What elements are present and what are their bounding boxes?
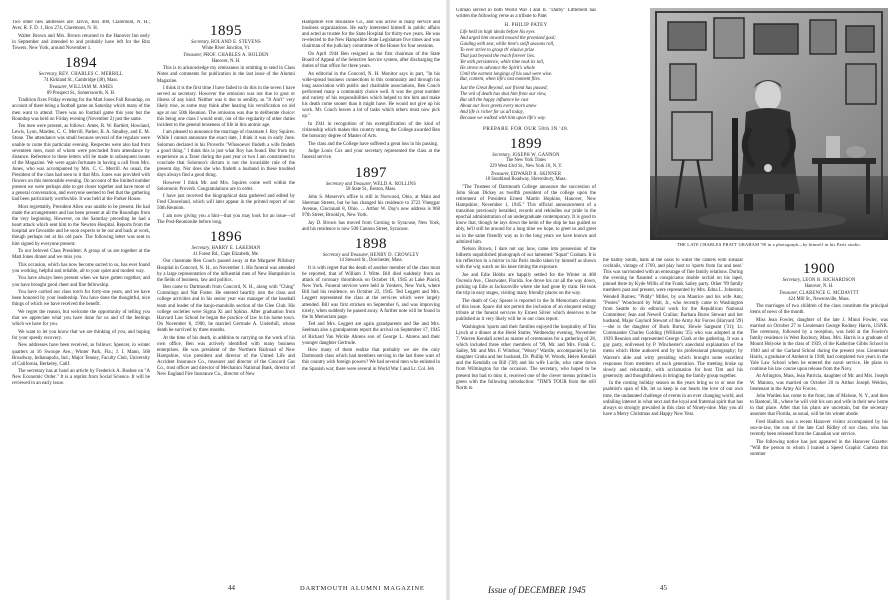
role-label: Secretary, [782, 278, 802, 283]
paragraph: John S. Meserve's office is still in Norwood, Ohio, at Main and Sherman Streets, but he has changed his residence to 3723 Vineggar Avenue, Cincinnati 8, Ohio. ... Arthur W. Day's new address is 968 97th Street, Brooklyn, New York. [302, 194, 440, 219]
paragraph: At Arlington, Mass, Jean Patricia, daughter of Mr. and Mrs. Joseph W. Manion, was married on October 20 to Arthur Joseph Weldon, lieutenant in the Army Air Forces. [750, 374, 888, 392]
role-label: Secretary, [191, 246, 211, 252]
poem-line: The veil of death has shut him from our view, [460, 92, 547, 98]
class-year-heading: 1900 [803, 261, 835, 277]
paragraph: On April 1944 Ben resigned as the first chairman of the State Board of Appeal of the Selective Service system, after discharging the duties of that office for three years. [302, 51, 440, 70]
paragraph: I think it is the first time I have failed to do this in the seven I have served as secretary. However the omission was not due to gout or illness of any kind. Neither was it due to senility, as "It Ain't" very likely true, as some may think after hearing his versification on old age at our 50th Reunion. The omission was due to deliberate choice: this being one class I would omit, out of the regularity of other duties incident to the general tenseness of life in this atomic age. [157, 86, 295, 128]
paragraph: Joe and Edie Hobbs are happily settled for the Winter at 468 Osceola Ave., Clearwater, Florida. Joe drove his car all the way down, picking up Edie at Jacksonville where she had gone by train. He took the trip in easy stages, visiting many friendly places on the way. [456, 273, 596, 297]
role-label: Treasurer, [183, 53, 203, 59]
paragraph: An editorial in the Concord, N. H. Monitor says in part, "In his wide-spread business connections in this community and through his long association with public and charitable associations, Ben Couch performed many a community choice well. It was the great number and variety of his responsibilities which helped to tire him and make his death come sooner than it might have. He would not give up his work. Mr. Couch leaves a lot of tasks which others must now pick up." [302, 71, 440, 120]
secretary-address: 58 State St., Boston, Mass. [345, 187, 397, 193]
left-column-1 [12, 20, 150, 585]
role-label: Secretary, [38, 71, 58, 77]
secretary-name: JOSEPH W. GANNON [512, 152, 560, 158]
secretary-name: HARRY E. LAKEMAN [211, 246, 261, 252]
poem-line: Life held its high ideals before his eyes [460, 30, 535, 36]
paragraph: The secretary has at hand an article by Frederick A. Bushee on "A New Economic Order." It is a reprint from Social Science. It will be reviewed in an early issue. [12, 369, 150, 387]
secretary-name: WELD A. ROLLINS [373, 181, 417, 187]
right-column-2 [603, 258, 743, 563]
magazine-title: DARTMOUTH ALUMNI MAGAZINE [300, 585, 425, 592]
role-label: Secretary and Treasurer, [322, 252, 369, 258]
class-year-heading: 1899 [510, 135, 542, 152]
tribute-poem [460, 30, 596, 122]
paragraph: In the coming holiday season as the years bring us to or near the psalmist's span of life, let us keep in our hearts the love of our own time, the undaunted challenge of events in an ever changing world, and unfailing interest in what next and the loyal and fraternal spirit that has always so strongly prevailed in this class of Ninety-nine. May you all have a Merry Christmas and Happy New Year. [603, 381, 743, 417]
paragraph: Judge Louis Cox and your secretary represented the class at the funeral service. [302, 149, 440, 161]
paragraph: Ted and Mrs. Leggett are again grandparents and Ike and Mrs. Seelman also a grandparents report the arrival on September 17, 1945 of Richard Van Wickle Ahrens son of George L. Ahrens and their younger daughter Gertrude. [302, 322, 440, 346]
paragraph: This is to acknowledge my remissness in omitting to send in Class Notes and comments for publication in the last issue of the Alumni Magazine. [157, 66, 295, 84]
paragraph: "The Trustees of Dartmouth College announce the succession of John Sloan Dickey as twelfth president of the college upon the retirement of President Ernest Martin Hopkins, Hanover, New Hampshire, November 1, 1945." This official announcement of a transition previously heralded, records and rekindles our pride in the epochal administration of an undergraduate contemporary. It is good to know that, though he lays down the helm of the ship he has guided so ably, he'll still be around for a long time we hope, to greet us and greet us in the same friendly way as in the long years we have known and admired him. [456, 184, 596, 245]
class-year-heading: 1898 [355, 235, 387, 252]
role-label: Secretary and Treasurer, [325, 181, 372, 187]
poem-line: About our lives greets every morn anew [460, 104, 537, 110]
secretary-name: HENRY D. CROWLEY [370, 252, 420, 258]
left-column-3 [302, 20, 440, 585]
class-year-heading: 1896 [210, 229, 242, 246]
poem-line: And life is richer for us all today, [460, 109, 524, 115]
paragraph: the balmy South, halts at the oasis to water the camels with Eleazar cocktails, vintage of 1769, and play host to 'sports from far and near.' This was surrounded with an entourage of fine family relations. During the evening he flaunted a conspicuous double orchid on his lapel, pinned there by Kyde Willis of the Frank Sailey party. Other '99 family members past and present, were represented by Mrs. Edna L. Johnston; Wendell Barnes; "Piddy" Miller, by son Maurice and his wife Ann; "Posteo" Woodward by Walt, Jr., who recently came to Washington from Seattle to do editorial work for the Republican National Committee; Jean and Newell Crallan; Barbara Burns Stewart and her husband, Major Gaylord Stewart of the Army Air Forces (Harvard '29)—she is the daughter of Buck Burns; Howie Sargeant ('31); Lt. Commander Charles Golding (Williams '25) who was adopted at the 1939 Reunion and represented George Clark at the gathering. It was a gay party, enlivened by P. Winchester's anecdotal explanation of the menu which Hobe authored and by his professional photography; by Warren's able and witty presiding which brought some excellent responses from members of each generation. The meeting broke up slowly and reluctantly, with acclamation for host Tim and his generosity and thoughtfulness in bringing the family group together. [603, 258, 743, 379]
left-column-2 [157, 20, 295, 585]
paragraph: To our beloved Class President: A group of us are together at the Matt Jones dinner and we miss you. [12, 249, 150, 261]
poem-line: Until the earnest longings of his soul were wise. [460, 71, 553, 77]
photo-caption: THE LATE CHARLES PRATT GRAHAM '99 in a photograph—by himself in his Paris studio. [676, 242, 862, 247]
secretary-address: 229 West 43rd St., New York 18, N. Y. [489, 163, 563, 169]
paragraph: Gilman served in both World War I and II. "Darby" Littlefield has written the following verse as a tribute to Pate: [456, 8, 596, 20]
page-number: 45 [660, 584, 667, 592]
page-number: 44 [228, 584, 235, 592]
paragraph: Most regrettably, President Allen was unable to be present. He had made the arrangements and has been present at all the Roundups from the very beginning. However, on the Saturday preceding he had a heart attack which sent him to the Newton Hospital. Reports from the hospital are favorable and he soon expects to be out and back at work, though perhaps not at his old pace. The following letter was sent to him signed by everyone present: [12, 204, 150, 247]
poem-line: To ever strive to grasp th' elusive prize [460, 47, 535, 53]
secretary-address: Hanover, N. H. [804, 283, 834, 289]
paragraph: Walter Brown and Mrs. Brown returned to the Hanover Inn early in September and intended to and probably have left for the Ritz Towers, New York, around November 1. [12, 33, 150, 51]
poem-line: He strove to advance the Spirit's whole [460, 65, 535, 71]
poem-line: But, content, when life's last moment flies. [460, 77, 541, 83]
paragraph: Fred Hadlock was a recent Hanover visitor accompanied by his son-in-law, the son of the late Carl Ridley of our class, who has recently been released from the Canadian war service. [750, 420, 888, 438]
right-column-1 [456, 8, 596, 573]
poem-line: Guiding with zest, while time's swift seasons roll, [460, 42, 555, 47]
paragraph: Two other new addresses are: Jarvis, Box 400, Claremont, N. H.; Aver, R. F. D. 1, Box 274, Claremont, N. H. [12, 20, 150, 32]
paragraph: I am pleased to announce the marriage of classmate J. Roy Squires. While I cannot announce the exact date, I think it was in early June. Solomon declared in his Proverbs "Whosoever findeth a wife findeth a good thing." I think this is just what Roy has found. But from my experience as a Taxer during the past year or two I am constrained to conclude that Solomon's dictum is not the invariable rule of the present day. Nor does she who findeth a husband in these troubled days always find a good thing. [157, 130, 295, 178]
treasurer-address: 424 Mill St., Newtonville, Mass. [788, 296, 850, 302]
paragraph: It is with regret that the death of another member of the class must be reported, that of William J. Witte. Bill died suddenly from an attack of coronary thrombosis on October 18, 1945 at Lake Placid, New York. Funeral services were held in Yonkers, New York, where Bill had his residence, on October 22, 1945. Ted Leggett and Mrs. Leggett represented the class at the services which were largely attended. Bill was first stricken on September 6, and was improving nicely, when suddenly he passed away. A further note will be found in the In Memoriam page. [302, 266, 440, 320]
secretary-address: The New York Times [505, 158, 547, 164]
reunion-banner: PREPARE FOR OUR 50th IN '48. [483, 125, 569, 132]
paragraph: Ben came to Dartmouth from Concord, N. H., along with "Ching" Cummings and Nat Foster. He entered heartily into the class and college activities and in his senior year was manager of the baseball team and leader of the banjo-mandolin section of the Glee Club. His college societies were Sigma Xi and Sphinx. After graduation from Harvard Law School he began the practice of law in his home town. On November 8, 1900, he married Gertrude A. Underhill, whose death he survived by three months. [157, 285, 295, 333]
secretary-address: 14 Steward St., Dorchester, Mass. [339, 258, 403, 264]
paragraph: Our classmate Ben Couch passed away at the Margaret Pillsbury Hospital in Concord, N. H., on November 1. His funeral was attended by a large representation of the influential men of New Hampshire in the fields of business, law and politics. [157, 259, 295, 283]
photo-illustration [650, 8, 888, 240]
poem-title: H. PHILIP PATEY [504, 23, 548, 29]
paragraph: You have carried our class torch for forty-one years, and we have been honored by your leadership. You have done the thoughtful, nice things of which we have received the benefit. [12, 290, 150, 308]
treasurer-address: 89 Prospect St., Somersworth, N. H. [46, 90, 116, 96]
paragraph: Nelson Brown, I dare not say how, came into possession of the hitherto unpublished photograph of our lamented "Squat" Graham. It is his reflection in a mirror in his Paris studio taken by himself as shown with the wig watch on his knee timing the exposure. [456, 247, 596, 271]
paragraph: We want to let you know that we are thinking of you, and hoping for your speedy recovery. [12, 329, 150, 341]
paragraph: This occasion, which has now become sacred to us, has ever found you working, helpful and reliable, all to your quiet and modest way. [12, 262, 150, 274]
secretary-address: 41 Forest Rd., Cape Elizabeth, Me. [192, 251, 259, 257]
paragraph: However I think Mr. and Mrs. Squires come well within the Solomonic Proverb. Congratulations are in order. [157, 180, 295, 192]
role-label: Treasurer, [490, 171, 510, 177]
role-label: Secretary, [191, 40, 210, 45]
poem-line: But still the happy influence he cast [460, 98, 529, 104]
treasurer-name: PROF. CHARLES A. HOLDEN [203, 53, 269, 59]
artist-studio-photo [650, 8, 888, 240]
secretary-address: 74 Kirkland St., Cambridge (38), Mass. [43, 77, 119, 83]
paragraph: We regret the reason, but welcome the opportunity of telling you that we appreciate what you have done for us and of the feelings which we have for you. [12, 309, 150, 328]
paragraph: I am now giving you a hint—that you may look for an issue—of The Post-Reunionite before long. [157, 214, 295, 226]
paragraph: You have always been present when we have gotten together, and you have brought good cheer and fine fellowship. [12, 276, 150, 288]
secretary-name: REV. CHARLES C. MERRILL [58, 71, 124, 77]
paragraph: Miss Jean Fowler, daughter of the late J. Minot Fowler, was married on October 27 to Lieutenant George Rodney Harris, USNR. The ceremony, followed by a reception, was held at the Fowler's family residence in West Roxbury, Mass. Mrs. Harris is a graduate of Mount Holyoke in the class of 1939, of the Katherine Gibbs School in 1940 and of the Garland School during the present year. Lieutenant Harris, a graduate of Amherst in 1940, had completed two years in the Yale Law School when he entered the naval service. He plans to continue his law course upon release from the Navy. [750, 318, 888, 372]
treasurer-name: WILLIAM M. AMES [68, 85, 114, 91]
secretary-address: White River Junction, Vt. [201, 45, 251, 51]
poem-line: That just beyond the reach forever lies. [460, 53, 535, 59]
secretary-name: LEON B. RICHARDSON [802, 278, 856, 283]
paragraph: New addresses have been received, as follows: Spencer, in winter quarters at 16 Swoope Ave., Winter Park, Fla.; J. I. Mann, 568 Broadway, Indianapolis, Ind.; Major Tenney, Faculty Club, University of California, Berkeley, Calif. [12, 343, 150, 367]
poem-line: And urged him onward toward the promised goal; [460, 36, 556, 42]
class-year-heading: 1897 [355, 164, 387, 181]
treasurer-address: 18 Southland Roadway, Shrewsbury, Mass. [485, 177, 567, 183]
secretary-name: ROLAND E. STEVENS [210, 40, 261, 45]
paragraph: I have just received the biographical data gathered and edited by Fred Cleaveland, which will later appear in the printed report of our 50th Reunion. [157, 194, 295, 212]
treasurer-name: CLARENCE G. MCDAVITT [799, 291, 859, 297]
role-label: Treasurer, [48, 85, 68, 91]
paragraph: At the time of his death, in addition to carrying on the work of his own office, Ben was actively identified with many business enterprises. He was president of the Northern Railroad of New Hampshire, vice president and director of the United Life and Accident Insurance Co., treasurer and director of the Concord Gas Co., trust officer and director of Mechanics National Bank, director of New England Fire Insurance Co., director of New [157, 335, 295, 378]
role-label: Treasurer, [779, 291, 798, 297]
paragraph: Jay D. Brown has moved from Corning to Syracuse, New York, and his residence is now 500 Cannon Street, Syracuse. [302, 220, 440, 232]
paragraph: Tradition fixes Friday evening for the Matt Jones Fall Roundup, on account of there being a football game on Saturday which many of the men want to attend. There was no football game this year but the Roundup was held on Friday evening (November 2) just the same. [12, 98, 150, 122]
paragraph: The following notice has just appeared in the Hanover Gazette: "Will the person to whom I loaned a Speed Graphic Camera this summer [750, 439, 888, 458]
paragraph: John Warden has come to the front, late of Malone, N. Y., and then to Rantoul, Ill., where he will visit his son and wife in their new home in that place. After that his plans are uncertain, but the secretary assumes that Florida, as usual, will be his winter abode. [750, 394, 888, 418]
class-year-heading: 1894 [65, 54, 97, 71]
paragraph: The death of Guy Speare is reported in the In Memoriam columns of this issue. Space did not permit the inclusion of an eloquent eulogy tribute at the funeral services by Ernest Silver which deserves to be published as it very likely will be in our class report. [456, 298, 596, 323]
right-column-3 [750, 258, 888, 563]
paragraph: Hampshire Fire Insurance Co., and was active in many service and business organizations. He early interested himself in public affairs and acted as trustee for the State Hospital for thirty-two years. He was re-elected to the New Hampshire State Legislature five times and was chairman of the judiciary committee of the House for four sessions. [302, 20, 440, 50]
paragraph: How many of them realize that probably we are the only Dartmouth class which had members serving in the last three wars of this country with foreign powers? We had several men who enlisted in the Spanish war; there were several in World War I and Lt. Col. Jeh [302, 348, 440, 372]
treasurer-address: Hanover, N. H. [211, 58, 241, 64]
issue-date: Issue of DECEMBER 1945 [488, 585, 586, 595]
paragraph: Ten men were present, as follows: Ames, R. W. Bartlett, Howland, Lewis, Lyon, Marden, C. C. Merrill, Parker, B. A. Smalley, and E. M. Stone. The attendance was small because several of the regulars were unable to come this particular evening. Respectes were also had from seventeen men, most of whom were precluded from attendance by distance. Reference to these letters will be made in subsequent issues of the Magazine. We were again fortunate in having a call from Mrs. Jones, who was accompanied by Mrs. C. C. Merrill. As usual, the President of the class had seen to it that Mrs. Jones was provided with flowers on this memorable evening. On account of the limited number present we were perhaps able to get closer together and have more of a general conversation, and everyone seemed to feel that the gathering had been particularly worthwhile. It was held at the Parker House. [12, 124, 150, 203]
role-label: Secretary, [492, 152, 511, 158]
paragraph: The marriages of two children of the class constitute the principal items of news of the month. [750, 304, 888, 316]
paragraph: In 1941 in recognition of his exemplification of the kind of citizenship which makes this country strong, the College awarded Ben the honorary degree of Master of Arts. [302, 122, 440, 140]
paragraph: Washington 'sports and their families enjoyed the hospitality of Tim Lynch at a dinner at the Hotel Statler, Wednesday evening, November 7. Warren Kendall acted as master of ceremonies for a gathering of 28, which included three other members of '99, Mr. and Mrs. Frank C. Sailey, Mr. and Mrs. F. Windsor, "Weary" Wardle, accompanied by his daughter Gratia and her husband, Dr. Phillip W. Woods, Helen Kendall and the Kendalls on Bill ('38) and his wife Lucile, who came down from Wilmington for the occasion. The secretary, who hoped to be present but had to miss it, received one of the clever menus printed in green with the following introduction: "TIM'S TOUR from the still North to [456, 324, 596, 391]
poem-line: Yet with persistence, while time took its toll, [460, 59, 545, 65]
paragraph: The class and the College have suffered a great loss in his passing. [308, 141, 439, 147]
treasurer-name: EDWARD R. SKINNER [510, 171, 562, 177]
class-year-heading: 1895 [210, 23, 242, 39]
poem-line: Just the Great Beyond, our friend has passed; [460, 86, 549, 92]
poem-line: Because we walked with him upon life's way. [460, 115, 547, 121]
